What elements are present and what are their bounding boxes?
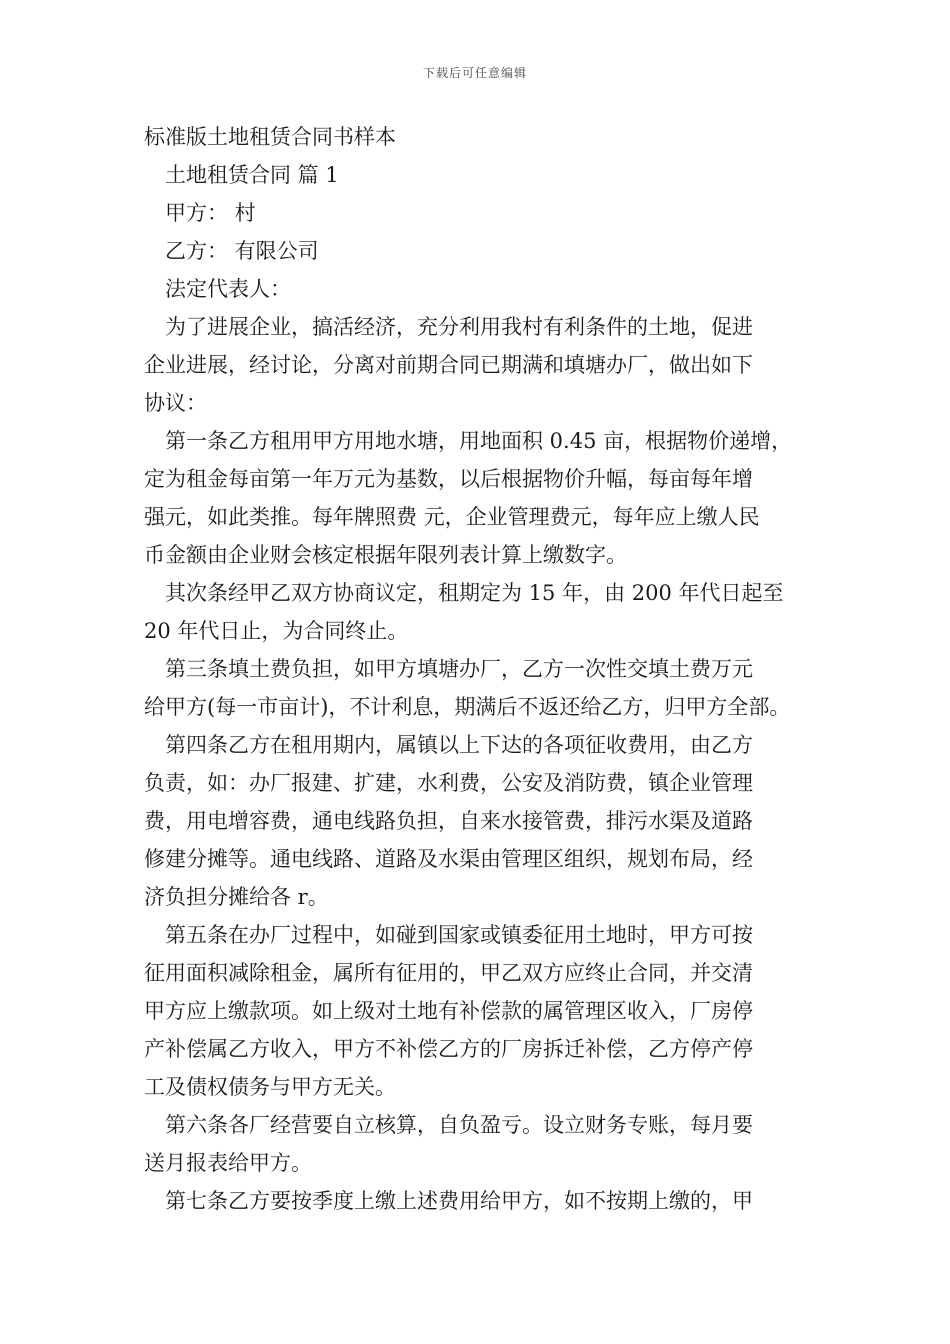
paragraph-article-6 — [144, 1106, 812, 1182]
paragraph-line: 第五条在办厂过程中，如碰到国家或镇委征用土地时，甲方可按 — [165, 923, 753, 947]
party-a: 甲方： 村 — [165, 201, 256, 225]
paragraph-line: 产补偿属乙方收入，甲方不补偿乙方的厂房拆迁补偿，乙方停产停 — [144, 1037, 753, 1061]
paragraph-line: 币金额由企业财会核定根据年限列表计算上缴数字。 — [144, 543, 627, 567]
paragraph-article-1 — [144, 422, 812, 574]
paragraph-line: 给甲方(每一市亩计)，不计利息，期满后不返还给乙方，归甲方全部。 — [144, 695, 791, 719]
paragraph-intro — [144, 308, 812, 422]
page-header: 下载后可任意编辑 — [422, 66, 527, 80]
legal-representative: 法定代表人： — [165, 277, 291, 301]
paragraph-article-5 — [144, 916, 812, 1106]
paragraph-line: 强元，如此类推。每年牌照费 元，企业管理费元，每年应上缴人民 — [144, 505, 760, 529]
paragraph-article-7 — [144, 1182, 812, 1220]
paragraph-line: 协议： — [144, 391, 207, 415]
paragraph-line: 第四条乙方在租用期内，属镇以上下达的各项征收费用，由乙方 — [165, 733, 753, 757]
paragraph-line: 企业进展，经讨论，分离对前期合同已期满和填塘办厂，做出如下 — [144, 353, 753, 377]
paragraph-line: 20 年代日止，为合同终止。 — [144, 619, 409, 643]
contract-subtitle: 土地租赁合同 篇 1 — [165, 163, 339, 187]
paragraph-line: 其次条经甲乙双方协商议定，租期定为 15 年，由 200 年代日起至 — [165, 581, 784, 605]
paragraph-line: 工及债权债务与甲方无关。 — [144, 1075, 396, 1099]
paragraph-line: 第七条乙方要按季度上缴上述费用给甲方，如不按期上缴的，甲 — [165, 1189, 753, 1213]
paragraph-article-2 — [144, 574, 812, 650]
paragraph-line: 送月报表给甲方。 — [144, 1151, 312, 1175]
paragraph-line: 第六条各厂经营要自立核算，自负盈亏。设立财务专账，每月要 — [165, 1113, 753, 1137]
paragraph-line: 济负担分摊给各 r。 — [144, 885, 329, 909]
paragraph-line: 费，用电增容费，通电线路负担，自来水接管费，排污水渠及道路 — [144, 809, 753, 833]
paragraph-line: 为了进展企业，搞活经济，充分利用我村有利条件的土地，促进 — [165, 315, 753, 339]
document-title: 标准版土地租赁合同书样本 — [144, 125, 396, 149]
paragraph-line: 第一条乙方租用甲方用地水塘，用地面积 0.45 亩，根据物价递增， — [165, 429, 793, 453]
paragraph-line: 修建分摊等。通电线路、道路及水渠由管理区组织，规划布局，经 — [144, 847, 753, 871]
paragraph-article-3 — [144, 650, 812, 726]
paragraph-article-4 — [144, 726, 812, 916]
paragraph-line: 定为租金每亩第一年万元为基数，以后根据物价升幅，每亩每年增 — [144, 467, 753, 491]
paragraph-line: 甲方应上缴款项。如上级对土地有补偿款的属管理区收入，厂房停 — [144, 999, 753, 1023]
paragraph-line: 征用面积减除租金，属所有征用的，甲乙双方应终止合同，并交清 — [144, 961, 753, 985]
paragraph-line: 负责，如：办厂报建、扩建，水利费，公安及消防费，镇企业管理 — [144, 771, 753, 795]
document-body — [144, 118, 812, 1220]
paragraph-line: 第三条填土费负担，如甲方填塘办厂，乙方一次性交填土费万元 — [165, 657, 753, 681]
party-b: 乙方： 有限公司 — [165, 239, 319, 263]
